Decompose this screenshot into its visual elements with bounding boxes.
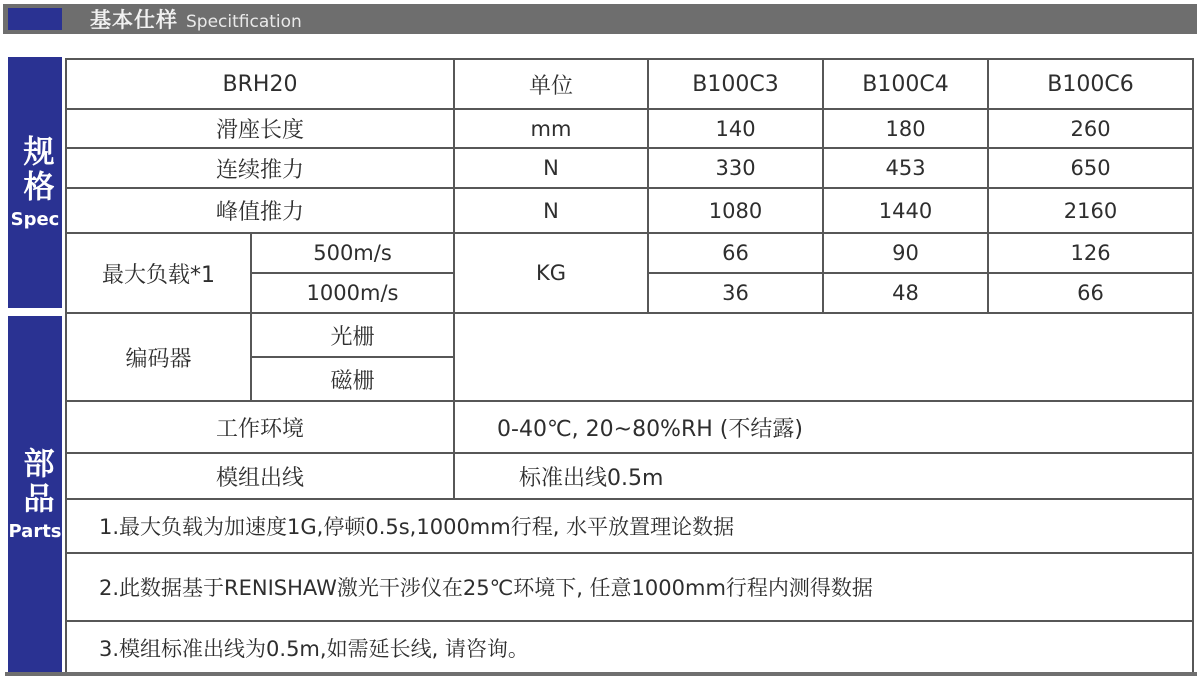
column-header-b100c6: B100C6 <box>988 59 1193 109</box>
bottom-divider <box>5 672 1197 676</box>
sidebar-section-parts <box>8 316 62 673</box>
cell-value: 180 <box>823 109 988 148</box>
environment-value: 0-40℃, 20~80%RH (不结露) <box>454 401 1193 453</box>
table-row-slide-length <box>66 109 1193 148</box>
cell-value: 650 <box>988 148 1193 188</box>
cell-value: 90 <box>823 233 988 273</box>
table-row-max-load-500 <box>66 233 1193 273</box>
unit-header-cell: 单位 <box>454 59 648 109</box>
section-header-bar <box>3 4 1197 34</box>
column-header-b100c3: B100C3 <box>648 59 823 109</box>
spec-table <box>65 58 1194 675</box>
row-unit: N <box>454 148 648 188</box>
cable-value: 标准出线0.5m <box>454 453 1193 499</box>
table-row-environment <box>66 401 1193 453</box>
cell-value: 66 <box>988 273 1193 313</box>
table-row-note-3 <box>66 621 1193 674</box>
row-label: 连续推力 <box>66 148 454 188</box>
sidebar-section-spec <box>8 57 62 308</box>
encoder-empty-cell <box>454 313 1193 401</box>
cell-value: 260 <box>988 109 1193 148</box>
row-label: 工作环境 <box>66 401 454 453</box>
table-row-continuous-thrust <box>66 148 1193 188</box>
max-load-unit: KG <box>454 233 648 313</box>
model-header-cell: BRH20 <box>66 59 454 109</box>
table-row-note-2 <box>66 553 1193 621</box>
max-load-sub-label: 1000m/s <box>251 273 454 313</box>
sidebar-parts-label-en: Parts <box>8 521 62 542</box>
column-header-b100c4: B100C4 <box>823 59 988 109</box>
section-title <box>90 4 302 34</box>
cell-value: 140 <box>648 109 823 148</box>
cell-value: 1080 <box>648 188 823 233</box>
encoder-sub-label: 磁栅 <box>251 357 454 401</box>
encoder-label: 编码器 <box>66 313 251 401</box>
max-load-sub-label: 500m/s <box>251 233 454 273</box>
cell-value: 1440 <box>823 188 988 233</box>
row-label: 峰值推力 <box>66 188 454 233</box>
row-label: 滑座长度 <box>66 109 454 148</box>
note-text: 2.此数据基于RENISHAW激光干涉仪在25℃环境下, 任意1000mm行程内测得数据 <box>66 553 1193 621</box>
row-unit: N <box>454 188 648 233</box>
sidebar-parts-label-cn: 部品 <box>17 447 54 517</box>
table-row-encoder-optical <box>66 313 1193 357</box>
max-load-label: 最大负载*1 <box>66 233 251 313</box>
row-label: 模组出线 <box>66 453 454 499</box>
sidebar-spec-label-cn: 规格 <box>17 135 54 205</box>
cell-value: 330 <box>648 148 823 188</box>
row-unit: mm <box>454 109 648 148</box>
cell-value: 66 <box>648 233 823 273</box>
header-accent-block <box>8 8 62 30</box>
section-title-cn: 基本仕样 <box>90 8 178 32</box>
note-text: 1.最大负载为加速度1G,停顿0.5s,1000mm行程, 水平放置理论数据 <box>66 499 1193 553</box>
cell-value: 453 <box>823 148 988 188</box>
encoder-sub-label: 光栅 <box>251 313 454 357</box>
cell-value: 48 <box>823 273 988 313</box>
note-text: 3.模组标准出线为0.5m,如需延长线, 请咨询。 <box>66 621 1193 674</box>
table-row-note-1 <box>66 499 1193 553</box>
table-header-row <box>66 59 1193 109</box>
sidebar-spec-label-en: Spec <box>10 209 60 230</box>
table-row-peak-thrust <box>66 188 1193 233</box>
table-row-cable <box>66 453 1193 499</box>
cell-value: 2160 <box>988 188 1193 233</box>
section-title-en: Specitfication <box>186 12 302 32</box>
cell-value: 36 <box>648 273 823 313</box>
cell-value: 126 <box>988 233 1193 273</box>
